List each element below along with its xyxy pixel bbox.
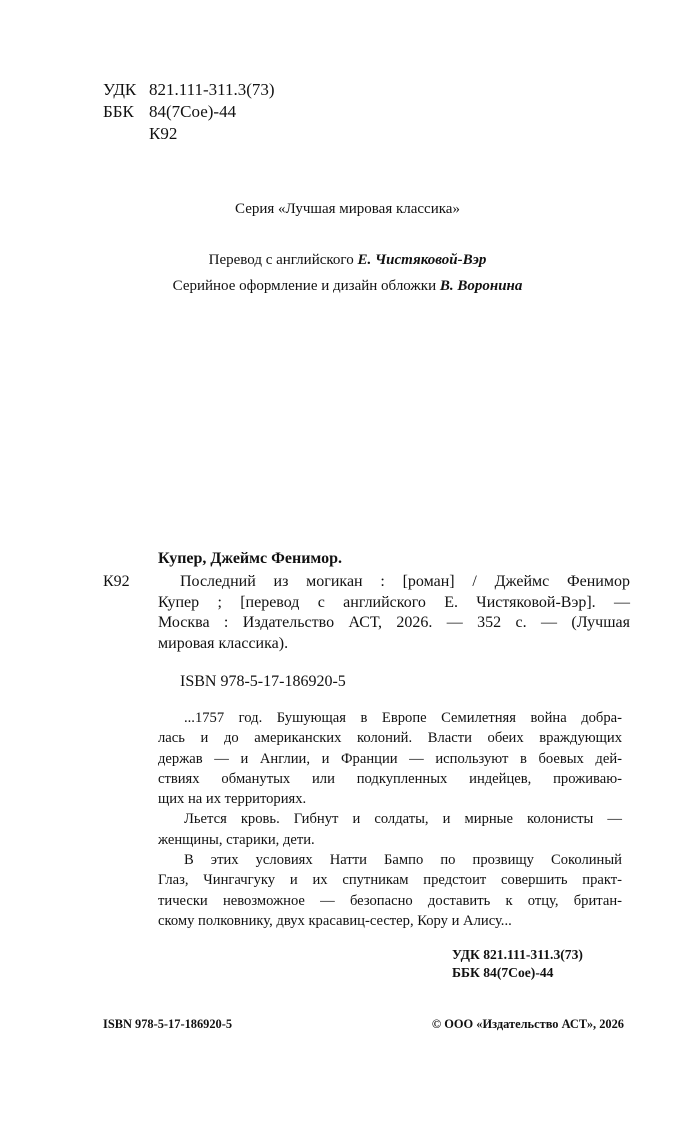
annotation-line: ствиях обманутых или подкупленных индейцев, проживаю- [158, 770, 622, 787]
design-prefix: Серийное оформление и дизайн обложки [172, 278, 437, 294]
annotation-line: тически невозможное — безопасно доставить к отцу, британ- [158, 892, 622, 909]
udk-label: УДК [103, 80, 137, 99]
annotation-line: ...1757 год. Бушующая в Европе Семилетняя война добра- [184, 710, 622, 726]
annotation-line: лась и до американских колоний. Власти обеих враждующих [158, 730, 622, 747]
annotation-line: женщины, старики, дети. [158, 831, 315, 848]
udk-line [103, 79, 275, 101]
isbn-record: ISBN 978-5-17-186920-5 [180, 673, 346, 690]
annotation-line: Льется кровь. Гибнут и солдаты, и мирные колонисты — [184, 811, 622, 828]
translation-credit [0, 250, 695, 270]
series-title: Серия «Лучшая мировая классика» [235, 201, 460, 217]
bbk-line [103, 101, 236, 123]
footer-copyright: © ООО «Издательство АСТ», 2026 [431, 1017, 624, 1031]
footer-isbn: ISBN 978-5-17-186920-5 [103, 1017, 233, 1031]
bibliographic-description [158, 572, 630, 654]
bbk-value: 84(7Сое)-44 [149, 102, 237, 121]
annotation-line: В этих условиях Натти Бампо по прозвищу Соколиный [184, 852, 622, 869]
biblio-line: Москва : Издательство АСТ, 2026. — 352 с. — (Лучшая [158, 614, 630, 631]
annotation [158, 708, 622, 931]
bbk-label: ББК [103, 102, 134, 121]
author-heading: Купер, Джеймс Фенимор. [158, 550, 343, 567]
annotation-line: держав — и Англии, и Франции — используют в боевых дей- [158, 750, 622, 767]
biblio-line: Купер ; [перевод с английского Е. Чистяковой-Вэр]. — [158, 593, 630, 611]
design-credit [0, 276, 695, 296]
bbk-bottom: ББК 84(7Сое)-44 [452, 965, 554, 980]
translator-name: Е. Чистяковой-Вэр [357, 252, 487, 268]
annotation-line: щих на их территориях. [158, 791, 307, 808]
annotation-line: Глаз, Чингачгуку и их спутникам предстоит совершить практ- [158, 872, 622, 889]
annotation-line: скому полковнику, двух красавиц-сестер, Кору и Алису... [158, 912, 512, 929]
author-mark-side: К92 [103, 573, 130, 590]
translation-prefix: Перевод с английского [208, 252, 354, 268]
author-mark-top: К92 [149, 124, 178, 143]
biblio-line: мировая классика). [158, 634, 289, 652]
designer-name: В. Воронина [439, 278, 523, 294]
biblio-line: Последний из могикан : [роман] / Джеймс Фенимор [180, 573, 630, 590]
udk-bottom: УДК 821.111-311.3(73) [452, 947, 583, 962]
udk-value: 821.111-311.3(73) [149, 80, 275, 99]
